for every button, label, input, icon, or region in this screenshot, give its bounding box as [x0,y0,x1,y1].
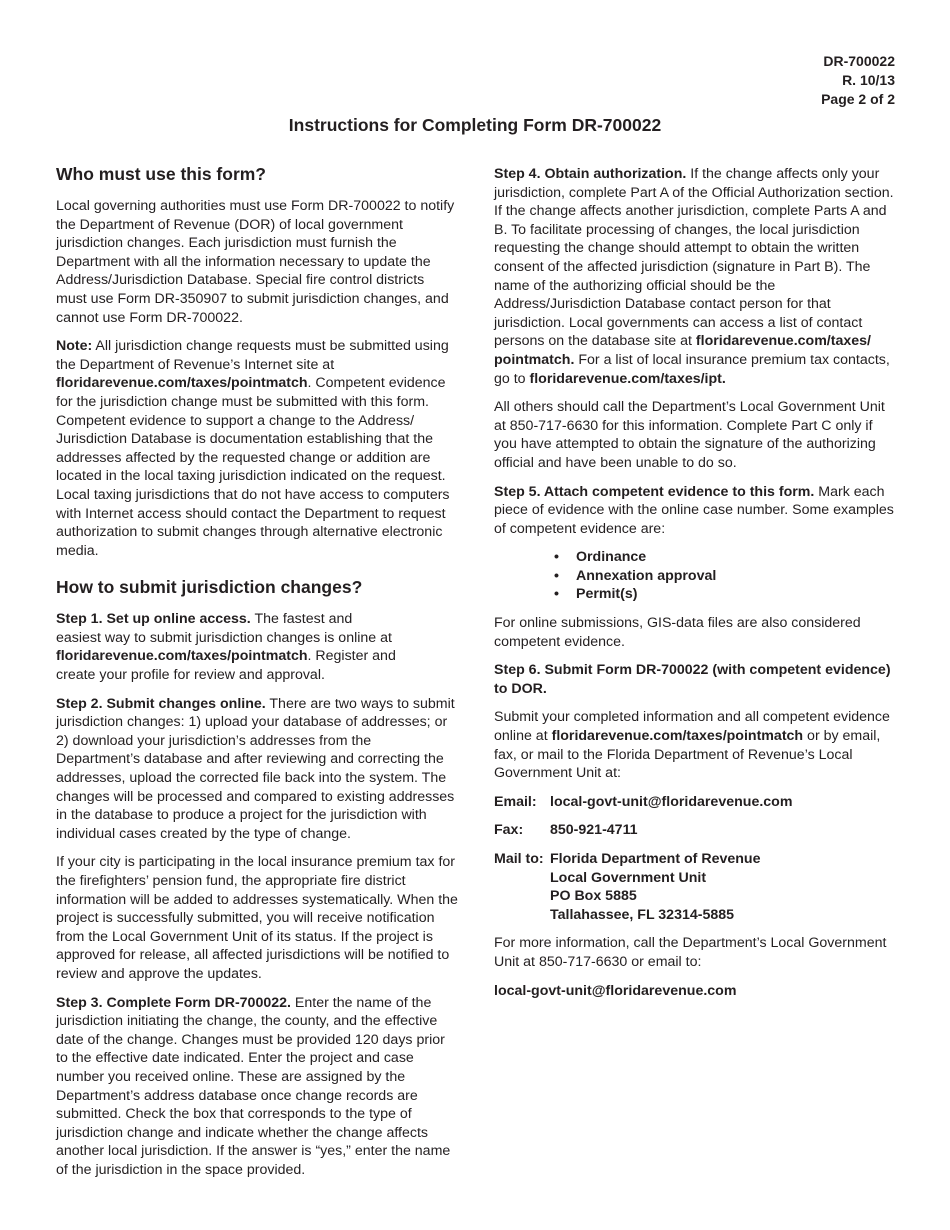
paragraph-others: All others should call the Department’s Local Government Unit at 850-717-6630 for this information. Complete Part C only if you have attempted to obtain the signature of the authorizing official and have been unable to do so. [494,399,885,471]
contact-fax [494,821,896,840]
step-3-label: Step 3. Complete Form DR-700022. [56,994,291,1011]
form-number: DR-700022 [823,53,895,69]
paragraph-more-info: For more information, call the Department’s Local Government Unit at 850-717-6630 or email to: [494,935,887,970]
step-1-text: . Register and create your profile for review and approval. [56,648,396,684]
paragraph-step-3 [56,994,458,1180]
step-5-text: Mark each piece of evidence with the online case number. Some examples of competent evidence are: [494,483,894,537]
address-line: Florida Department of Revenue [550,851,761,867]
address-line: Local Government Unit [550,869,707,886]
pointmatch-link[interactable]: floridarevenue.com/taxes/ pointmatch. [494,333,871,368]
step-3-text: Enter the name of the jurisdiction initiating the change, the county, and the effective date of the change. Changes must be provided 120 days prior to the effective date indicated. Enter the project and case number you received online. These are assigned by the Department’s address database once change records are submitted. Check the box that corresponds to the type of jurisdiction change and indicate whether the change affects another local jurisdiction. If the answer is “yes,” enter the name of the jurisdiction in the space provided. [56,994,451,1178]
mail-address [550,850,761,924]
fax-value: 850-921-4711 [550,822,638,839]
step-6-label [494,661,896,698]
step-4-label: Step 4. Obtain authorization. [494,166,687,182]
pointmatch-link[interactable]: floridarevenue.com/taxes/pointmatch [551,728,804,745]
submit-text: or by email, fax, or mail to the Florida Department of Revenue’s Local Government Unit at: [494,728,881,782]
fax-label: Fax: [494,822,524,839]
address-line: Tallahassee, FL 32314-5885 [550,906,735,923]
pointmatch-link[interactable]: floridarevenue.com/taxes/pointmatch [56,375,308,392]
contact-mail [494,850,896,924]
paragraph-step-4 [494,165,896,388]
contact-email [494,793,896,812]
heading-who-must-use: Who must use this form? [56,164,266,184]
heading-how-to-submit: How to submit jurisdiction changes? [56,577,363,598]
page-title: Instructions for Completing Form DR-700022 [288,115,662,135]
step-6-heading: Step 6. Submit Form DR-700022 (with competent evidence) to DOR. [494,662,891,697]
step-2-text: There are two ways to submit jurisdiction changes: 1) upload your database of addresses; or 2) download your jurisdiction’s addresses from the Department’s database and after reviewing and correcting the addresses, upload the corrected file back into the system. The changes will be processed and compared to existing addresses in the database to produce a project for the jurisdiction with individual cases created by the type of change. [56,695,455,842]
page-number: Page 2 of 2 [821,91,895,107]
left-column [56,163,458,1190]
paragraph-step-1 [56,610,458,684]
evidence-item: • Permit(s) [576,585,896,604]
final-email-link[interactable] [494,982,896,1001]
paragraph-submit [494,708,896,782]
email-label: Email: [494,793,537,810]
ipt-link[interactable]: floridarevenue.com/taxes/ipt. [529,370,726,387]
mail-label: Mail to: [494,851,544,867]
note-label: Note: [56,338,93,355]
form-header [821,52,895,109]
evidence-item: • Annexation approval [576,567,896,586]
final-email[interactable]: local-govt-unit@floridarevenue.com [494,982,737,999]
submit-text: Submit your completed information and all competent evidence online at [494,709,890,745]
paragraph-note [56,337,458,560]
pointmatch-link[interactable]: floridarevenue.com/taxes/pointmatch [56,648,308,665]
revision: R. 10/13 [842,72,895,88]
evidence-list [494,548,896,604]
step-2-label: Step 2. Submit changes online. [56,695,266,712]
step-4-text: For a list of local insurance premium tax contacts, go to [494,351,890,387]
step-5-label: Step 5. Attach competent evidence to this form. [494,483,815,500]
step-1-text: The fastest and easiest way to submit jurisdiction changes is online at [56,611,392,646]
paragraph-who-must-use: Local governing authorities must use Form DR-700022 to notify the Department of Revenue (DOR) of local government jurisdiction changes. Each jurisdiction must furnish the Department with all the information necessary to update the Address/Jurisdiction Database. Special fire control districts must use Form DR-350907 to submit jurisdiction changes, and cannot use Form DR-700022. [56,198,455,326]
right-column [494,165,896,1010]
evidence-item: • Ordinance [576,548,896,567]
paragraph-fire-district: If your city is participating in the local insurance premium tax for the firefighters’ pension fund, the appropriate fire district information will be added to addresses systematically. When the project is successfully submitted, you will receive notification from the Local Government Unit of its status. If the project is approved for release, all affected jurisdictions will be notified to review and approve the updates. [56,854,458,982]
email-link[interactable]: local-govt-unit@floridarevenue.com [550,793,793,810]
paragraph-step-2 [56,695,458,844]
paragraph-step-5 [494,483,896,539]
note-text: All jurisdiction change requests must be submitted using the Department of Revenue’s Internet site at [56,338,449,373]
step-4-text: If the change affects only your jurisdiction, complete Part A of the Official Authorization section. If the change affects another jurisdiction, complete Parts A and B. To facilitate processing of changes, the local jurisdiction requesting the change should attempt to obtain the written consent of the affected jurisdiction (signature in Part B). The name of the authorizing official should be the Address/Jurisdiction Database contact person for that jurisdiction. Local governments can access a list of contact persons on the database site at [494,166,894,350]
address-line: PO Box 5885 [550,888,637,905]
paragraph-gis: For online submissions, GIS-data files are also considered competent evidence. [494,615,861,650]
note-text: . Competent evidence for the jurisdiction change must be submitted with this form. Competent evidence to support a change to the Address/ Jurisdiction Database is documentation establishing that the addresses affected by the requested change or addition are located in the local taxing jurisdiction indicated on the request. Local taxing jurisdictions that do not have access to computers with Internet access should contact the Department to request authorization to submit changes through alternative electronic media. [56,375,450,559]
step-1-label: Step 1. Set up online access. [56,611,251,628]
